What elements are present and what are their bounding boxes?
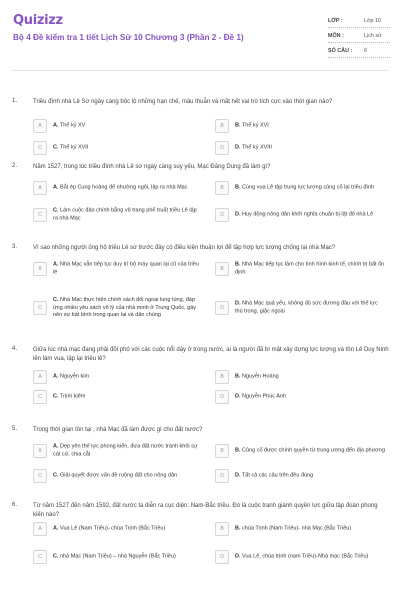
option-letter: A.	[53, 184, 59, 191]
option-box[interactable]: C	[33, 469, 47, 483]
option-text: Làm cuộc đảo chính bằng vũ trang phế truất triều Lê lập ra nhà Mạc	[53, 207, 197, 221]
option-text: chúa Trịnh (Nam Triều)- nhà Mạc (Bắc Triều)	[242, 525, 352, 532]
question-text: Năm 1527, trong lúc triều đình nhà Lê sơ ngày càng suy yếu, Mạc Đăng Dung đã làm gì?	[33, 164, 271, 170]
option-text: Nhà Mạc quá yếu, không đủ sức đương đầu với thế lực thù trong, giặc ngoài	[235, 300, 378, 314]
option-box[interactable]: B	[215, 119, 229, 133]
answer-option-b[interactable]	[215, 258, 390, 280]
option-box[interactable]: B	[215, 262, 229, 276]
meta-row-count	[328, 44, 390, 58]
page-title: Bộ 4 Đề kiểm tra 1 tiết Lịch Sử 10 Chương 3 (Phần 2 - Đề 1)	[13, 33, 244, 42]
option-label	[235, 184, 385, 192]
option-letter: A.	[53, 525, 59, 532]
option-letter: C.	[53, 553, 59, 560]
option-box[interactable]: D	[215, 550, 229, 564]
option-label	[235, 211, 385, 219]
option-text: Củng cố được chính quyền từ trung ương đến địa phương	[242, 447, 385, 454]
option-label	[53, 184, 203, 192]
question-number: 4.	[12, 346, 18, 352]
quiz-meta	[328, 14, 390, 59]
option-label	[53, 373, 203, 381]
option-text: Thế kỷ XVIII	[241, 144, 272, 151]
answer-option-a[interactable]	[33, 440, 208, 462]
option-text: Tất cả các câu trên đều đúng	[241, 472, 314, 479]
option-label	[53, 144, 203, 152]
question-text: Từ năm 1527 đến năm 1592, đất nước ta diễn ra cục diện: Nam-Bắc triều. Đó là cuộc tranh giành quyền lực giữa tập đoàn phong kiến nào?	[33, 503, 378, 518]
option-label	[53, 393, 203, 401]
option-letter: A.	[53, 443, 59, 450]
answer-option-b[interactable]	[215, 177, 390, 199]
option-text: Thế kỷ XVI	[241, 122, 269, 129]
answer-option-b[interactable]	[215, 116, 390, 136]
option-label	[235, 393, 385, 401]
option-label	[235, 144, 385, 152]
answer-option-d[interactable]	[215, 544, 390, 570]
option-text: Nguyễn Hoàng	[242, 373, 279, 380]
answer-option-a[interactable]	[33, 519, 208, 539]
option-label	[53, 525, 203, 533]
answer-option-d[interactable]	[215, 138, 390, 158]
option-box[interactable]: A	[33, 181, 47, 195]
answer-option-c[interactable]	[33, 544, 208, 570]
option-box[interactable]: A	[33, 119, 47, 133]
option-box[interactable]: C	[33, 208, 47, 222]
answer-option-b[interactable]	[215, 440, 390, 462]
option-box[interactable]: C	[33, 301, 47, 315]
option-letter: B.	[235, 525, 241, 532]
meta-label: LỚP :	[328, 18, 343, 24]
option-label	[53, 472, 203, 480]
option-box[interactable]: A	[33, 262, 47, 276]
option-box[interactable]: A	[33, 444, 47, 458]
option-box[interactable]: D	[215, 208, 229, 222]
option-box[interactable]: D	[215, 390, 229, 404]
option-label	[53, 444, 203, 459]
option-label	[53, 297, 203, 320]
meta-row-class	[328, 14, 390, 28]
answer-option-a[interactable]	[33, 367, 208, 387]
option-box[interactable]: A	[33, 370, 47, 384]
option-box[interactable]: C	[33, 550, 47, 564]
meta-label: MÔN :	[328, 33, 344, 39]
option-text: Cùng vua Lê tập trung lực lượng củng cố lại triều đình	[242, 184, 375, 191]
page-header	[0, 0, 400, 70]
option-text: Nguyễn Phúc Anh	[242, 393, 287, 400]
option-letter: B.	[235, 373, 241, 380]
option-text: Nhà Mạc vẫn tiếp tục duy trì bộ máy quan lại cũ của triều lê	[53, 261, 199, 275]
option-label	[235, 447, 385, 455]
option-text: nhà Mạc (Nam Triều) – nhà Nguyễn (Bắc Triều)	[60, 553, 176, 560]
answer-option-d[interactable]	[215, 466, 390, 486]
option-label	[235, 553, 385, 561]
meta-value: Lớp 10	[364, 18, 382, 24]
option-text: Huy động nông dân khởi nghĩa chuẩn bị lật đổ nhà Lê	[242, 211, 374, 218]
option-box[interactable]: D	[215, 141, 229, 155]
option-letter: C.	[53, 472, 59, 479]
option-box[interactable]: D	[215, 301, 229, 315]
question-text: Trong thời gian tồn tại , nhà Mạc đã làm được gì cho đất nước?	[33, 427, 203, 433]
question-text: Triều đình nhà Lê Sơ ngày càng bộc lộ những hạn chế, mâu thuẫn và mất hết vai trò tích cực vào thời gian nào?	[33, 99, 333, 105]
option-box[interactable]: B	[215, 181, 229, 195]
meta-row-subject	[328, 29, 390, 43]
answer-option-d[interactable]	[215, 204, 390, 226]
quizizz-logo	[13, 12, 63, 28]
question-number: 6.	[12, 502, 18, 508]
option-box[interactable]: D	[215, 469, 229, 483]
answer-option-c[interactable]	[33, 138, 208, 158]
answer-option-a[interactable]	[33, 258, 208, 280]
option-letter: B.	[235, 447, 241, 454]
logo-text: Quizizz	[13, 12, 63, 28]
option-letter: C.	[53, 393, 59, 400]
question-number: 3.	[12, 244, 18, 250]
question-text: Vì sao những người ủng hộ triều Lê sơ trước đây có điều kiện thuận lợi để tập hợp lực lượng chống lại nhà Mạc?	[33, 245, 336, 251]
option-box[interactable]: C	[33, 141, 47, 155]
meta-value: 6	[364, 48, 367, 54]
option-letter: A.	[53, 261, 59, 268]
option-text: Thế kỷ XVII	[59, 144, 89, 151]
option-box[interactable]: B	[215, 444, 229, 458]
option-label	[235, 472, 385, 480]
option-label	[53, 262, 203, 277]
option-label	[235, 262, 385, 277]
answer-option-a[interactable]	[33, 116, 208, 136]
answer-option-c[interactable]	[33, 204, 208, 226]
answer-option-c[interactable]	[33, 290, 208, 326]
option-label	[235, 122, 385, 130]
option-letter: D.	[235, 393, 241, 400]
option-text: Trịnh kiểm	[59, 393, 86, 400]
option-label	[53, 208, 203, 223]
option-letter: C.	[53, 207, 59, 214]
option-text: Nguyễn kim	[60, 373, 90, 380]
option-text: Thế kỷ XV	[59, 122, 86, 129]
option-text: Vua Lê, chúa trịnh (nam Triều)-Nhà mạc (Bắc Triều)	[242, 553, 369, 560]
option-box[interactable]: B	[215, 522, 229, 536]
option-text: Nhà Mạc thực hiện chính sách đối ngoại lung túng, đáp ứng nhiều yêu sách vô lý của nhà minh ở Trung Quốc, gây nên sự bất bình trong quan lại và dân chúng	[53, 296, 197, 318]
option-letter: D.	[235, 553, 241, 560]
option-letter: C.	[53, 144, 59, 151]
option-box[interactable]: C	[33, 390, 47, 404]
answer-option-a[interactable]	[33, 177, 208, 199]
meta-value: Lịch sử	[364, 33, 382, 39]
option-letter: D.	[235, 300, 241, 307]
question-number: 2.	[12, 163, 18, 169]
meta-label: SỐ CÂU :	[328, 48, 353, 54]
option-label	[53, 553, 203, 561]
question-number: 1.	[12, 98, 18, 104]
option-text: Dẹp yên thế lực phong kiến, đưa đất nước tránh khỏi sự cát cứ, chia cắt	[53, 443, 198, 457]
option-letter: D.	[235, 211, 241, 218]
option-letter: D.	[235, 472, 241, 479]
option-text: Bắt ép Cung hoàng đế nhường ngôi, lập ra nhà Mạc	[60, 184, 188, 191]
option-letter: B.	[235, 122, 241, 129]
option-letter: B.	[235, 184, 241, 191]
question-number: 5.	[12, 426, 18, 432]
question-text: Giữa lúc nhà mạc đang phải đối phó với các cuộc nổi dậy ở trong nước, ai là người đã bí mật xây dựng lực lượng và tôn Lê Duy Ninh lên làm vua, lập lại triều lê?	[33, 347, 389, 362]
answer-option-b[interactable]	[215, 367, 390, 387]
option-letter: A.	[53, 373, 59, 380]
option-label	[235, 373, 385, 381]
option-label	[53, 122, 203, 130]
answer-option-b[interactable]	[215, 519, 390, 539]
header-divider	[12, 70, 388, 71]
answer-option-d[interactable]	[215, 290, 390, 326]
option-letter: D.	[235, 144, 241, 151]
option-box[interactable]: B	[215, 370, 229, 384]
answer-option-c[interactable]	[33, 387, 208, 407]
option-text: Giải quyết được vấn đề ruộng đất cho nông dân	[60, 472, 178, 479]
option-letter: C.	[53, 296, 59, 303]
answer-option-c[interactable]	[33, 466, 208, 486]
option-label	[235, 301, 385, 316]
answer-option-d[interactable]	[215, 387, 390, 407]
option-box[interactable]: A	[33, 522, 47, 536]
option-text: Nhà Mạc tiếp tục làm cho tình hình kinh tế, chính trị bất ổn định	[235, 261, 385, 275]
option-label	[235, 525, 385, 533]
option-letter: B.	[235, 261, 241, 268]
option-text: Vua Lê (Nam Triều)- chúa Trịnh (Bắc Triều)	[60, 525, 166, 532]
option-letter: A.	[53, 122, 59, 129]
